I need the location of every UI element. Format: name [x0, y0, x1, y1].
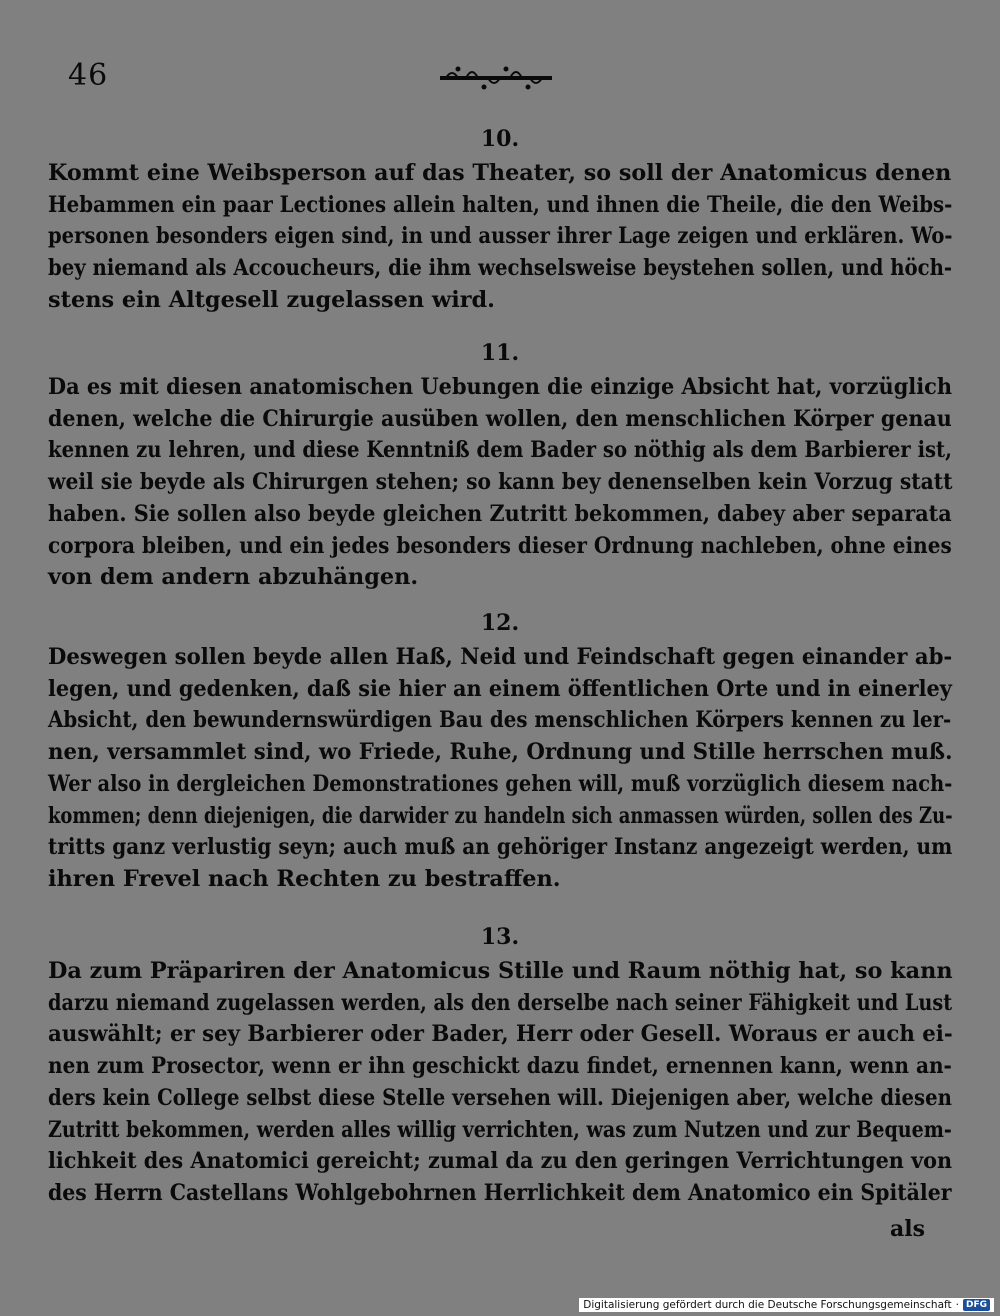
text-line: darzu niemand zugelassen werden, als den derselbe nach seiner Fähigkeit und Lust	[48, 989, 953, 1016]
paragraph-11	[48, 372, 952, 594]
text-line: kennen zu lehren, und diese Kenntniß dem Bader so nöthig als dem Barbierer ist,	[48, 437, 952, 464]
text-line: kommen; denn diejenigen, die darwider zu handeln sich anmassen würden, sollen des Zu-	[48, 802, 953, 829]
text-line: ihren Frevel nach Rechten zu bestraffen.	[48, 865, 561, 892]
catchword: als	[890, 1216, 925, 1242]
section-number-13: 13.	[480, 924, 520, 950]
paragraph-12	[48, 642, 952, 896]
text-line: Zutritt bekommen, werden alles willig verrichten, was zum Nutzen und zur Bequem-	[48, 1116, 952, 1143]
section-number-11: 11.	[480, 340, 520, 366]
digitization-footer	[579, 1298, 994, 1312]
section-number-12: 12.	[480, 610, 520, 636]
paragraph-10	[48, 158, 952, 317]
text-line: legen, und gedenken, daß sie hier an einem öffentlichen Orte und in einerley	[48, 675, 952, 702]
text-line: des Herrn Castellans Wohlgebohrnen Herrlichkeit dem Anatomico ein Spitäler	[48, 1179, 952, 1206]
footer-separator: ·	[955, 1299, 959, 1311]
text-line: stens ein Altgesell zugelassen wird.	[48, 286, 495, 313]
text-line: Kommt eine Weibsperson auf das Theater, so soll der Anatomicus denen	[48, 160, 952, 186]
footer-text: Digitalisierung gefördert durch die Deutsche Forschungsgemeinschaft	[583, 1299, 952, 1311]
text-line: nen zum Prosector, wenn er ihn geschickt dazu findet, ernennen kann, wenn an-	[48, 1053, 952, 1080]
paragraph-13	[48, 956, 952, 1210]
text-line: von dem andern abzuhängen.	[48, 564, 419, 591]
text-line: weil sie beyde als Chirurgen stehen; so kann bey denenselben kein Vorzug statt	[48, 469, 953, 496]
text-line: personen besonders eigen sind, in und ausser ihrer Lage zeigen und erklären. Wo-	[48, 223, 953, 250]
text-line: nen, versammlet sind, wo Friede, Ruhe, Ordnung und Stille herrschen muß.	[48, 739, 953, 766]
ornament-vignette-icon	[436, 60, 556, 96]
text-line: corpora bleiben, und ein jedes besonders dieser Ordnung nachleben, ohne eines	[48, 532, 952, 559]
dfg-logo-icon: DFG	[963, 1299, 990, 1311]
section-number-10: 10.	[480, 126, 520, 152]
text-line: Da es mit diesen anatomischen Uebungen die einzige Absicht hat, vorzüglich	[48, 374, 953, 400]
text-line: Wer also in dergleichen Demonstrationes gehen will, muß vorzüglich diesem nach-	[48, 770, 953, 797]
text-line: lichkeit des Anatomici gereicht; zumal da zu den geringen Verrichtungen von	[48, 1148, 953, 1175]
text-line: bey niemand als Accoucheurs, die ihm wechselsweise beystehen sollen, und höch-	[48, 255, 953, 282]
text-line: tritts ganz verlustig seyn; auch muß an gehöriger Instanz angezeigt werden, um	[48, 834, 953, 861]
page-number: 46	[68, 58, 109, 93]
text-line: auswählt; er sey Barbierer oder Bader, Herr oder Gesell. Woraus er auch ei-	[48, 1021, 953, 1048]
text-line: Deswegen sollen beyde allen Haß, Neid und Feindschaft gegen einander ab-	[48, 644, 953, 670]
text-line: ders kein College selbst diese Stelle versehen will. Diejenigen aber, welche diesen	[48, 1084, 952, 1111]
text-line: Da zum Präpariren der Anatomicus Stille und Raum nöthig hat, so kann	[48, 958, 953, 984]
text-line: denen, welche die Chirurgie ausüben wollen, den menschlichen Körper genau	[48, 405, 952, 432]
text-line: haben. Sie sollen also beyde gleichen Zutritt bekommen, dabey aber separata	[48, 500, 952, 527]
text-line: Absicht, den bewundernswürdigen Bau des menschlichen Körpers kennen zu ler-	[48, 707, 952, 734]
text-line: Hebammen ein paar Lectiones allein halten, und ihnen die Theile, die den Weibs-	[48, 191, 953, 218]
